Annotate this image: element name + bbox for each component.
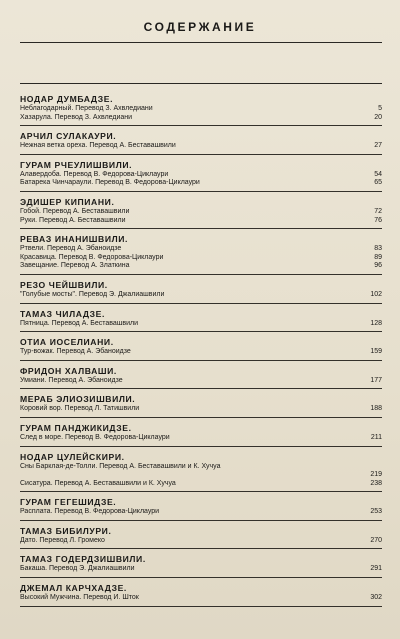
toc-entry bbox=[20, 377, 382, 386]
entry-title: Коровий вор. Перевод Л. Татишвили bbox=[20, 405, 140, 413]
entry-page-number: 159 bbox=[370, 348, 382, 356]
author-heading: ТАМАЗ ГОДЕРДЗИШВИЛИ. bbox=[20, 554, 146, 565]
entry-page-number: 253 bbox=[370, 508, 382, 516]
page-title: СОДЕРЖАНИЕ bbox=[143, 20, 257, 34]
entry-title: Батарека Чинчараули. Перевод В. Федорова-Циклаури bbox=[20, 179, 200, 187]
author-heading: РЕЗО ЧЕЙШВИЛИ. bbox=[20, 279, 108, 290]
toc-entry bbox=[20, 262, 382, 271]
section-divider bbox=[20, 417, 382, 418]
toc-entry bbox=[20, 565, 382, 574]
toc-entry bbox=[20, 508, 382, 517]
toc-list bbox=[20, 92, 382, 610]
entry-title: Тур-вожак. Перевод А. Эбаноидзе bbox=[20, 348, 131, 356]
entry-page-number: 27 bbox=[374, 142, 382, 150]
entry-title: Нежная ветка ореха. Перевод А. Беставашвили bbox=[20, 142, 176, 150]
toc-entry bbox=[20, 594, 382, 603]
entry-page-number: 270 bbox=[370, 536, 382, 544]
entry-title: Алавердоба. Перевод В. Федорова-Циклаури bbox=[20, 170, 169, 178]
author-heading: ГУРАМ ГЕГЕШИДЗЕ. bbox=[20, 497, 117, 508]
toc-entry bbox=[20, 291, 382, 300]
section-divider bbox=[20, 446, 382, 447]
entry-title: Руки. Перевод А. Беставашвили bbox=[20, 216, 126, 224]
title-rule-top bbox=[20, 42, 382, 43]
entry-page-number: 89 bbox=[374, 253, 382, 261]
entry-title: Умиани. Перевод А. Эбаноидзе bbox=[20, 376, 123, 384]
toc-section bbox=[20, 307, 382, 333]
entry-title: Расплата. Перевод В. Федорова-Циклаури bbox=[20, 508, 160, 516]
author-heading: АРЧИЛ СУЛАКАУРИ. bbox=[20, 131, 117, 142]
section-divider bbox=[20, 520, 382, 521]
toc-section bbox=[20, 92, 382, 126]
toc-section bbox=[20, 581, 382, 607]
section-divider bbox=[20, 125, 382, 126]
toc-entry bbox=[20, 405, 382, 414]
section-divider bbox=[20, 548, 382, 549]
author-heading: ДЖЕМАЛ КАРЧХАДЗЕ. bbox=[20, 583, 127, 594]
author-heading: ТАМАЗ БИБИЛУРИ. bbox=[20, 525, 112, 536]
entry-title: Дато. Перевод Л. Громеко bbox=[20, 536, 105, 544]
section-divider bbox=[20, 303, 382, 304]
entry-title: Бакаша. Перевод Э. Джалиашвили bbox=[20, 565, 135, 573]
toc-entry bbox=[20, 208, 382, 217]
section-divider bbox=[20, 274, 382, 275]
author-heading: ГУРАМ ПАНДЖИКИДЗЕ. bbox=[20, 422, 132, 433]
toc-section bbox=[20, 364, 382, 390]
toc-section bbox=[20, 278, 382, 304]
section-divider bbox=[20, 360, 382, 361]
entry-page-number: 5 bbox=[378, 105, 382, 112]
entry-page-number: 219 bbox=[370, 471, 382, 479]
author-heading: НОДАР ДУМБАДЗЕ. bbox=[20, 94, 114, 104]
author-heading: ЭДИШЕР КИПИАНИ. bbox=[20, 196, 115, 207]
entry-page-number: 76 bbox=[374, 216, 382, 224]
entry-title: Высокий Мужчина. Перевод И. Шток bbox=[20, 594, 139, 602]
section-divider bbox=[20, 491, 382, 492]
toc-entry bbox=[20, 105, 382, 114]
entry-page-number: 96 bbox=[374, 262, 382, 270]
toc-entry bbox=[20, 254, 382, 263]
section-divider bbox=[20, 577, 382, 578]
entry-page-number: 211 bbox=[370, 433, 382, 441]
toc-entry bbox=[20, 480, 382, 489]
section-divider bbox=[20, 191, 382, 192]
entry-page-number: 188 bbox=[370, 405, 382, 413]
section-divider bbox=[20, 388, 382, 389]
toc-entry bbox=[20, 245, 382, 254]
toc-entry bbox=[20, 348, 382, 357]
entry-title: Неблагодарный. Перевод З. Ахвледиани bbox=[20, 105, 153, 112]
entry-page-number: 102 bbox=[370, 290, 382, 298]
section-divider bbox=[20, 154, 382, 155]
author-heading: НОДАР ЦУЛЕЙСКИРИ. bbox=[20, 451, 125, 462]
entry-page-number: 54 bbox=[374, 170, 382, 178]
toc-entry bbox=[20, 320, 382, 329]
author-heading: МЕРАБ ЭЛИОЗИШВИЛИ. bbox=[20, 394, 136, 405]
toc-section bbox=[20, 195, 382, 229]
toc-section bbox=[20, 450, 382, 493]
entry-title: След в море. Перевод В. Федорова-Циклаури bbox=[20, 433, 170, 441]
toc-entry bbox=[20, 463, 382, 480]
toc-section bbox=[20, 552, 382, 578]
author-heading: ФРИДОН ХАЛВАШИ. bbox=[20, 365, 117, 376]
toc-section bbox=[20, 392, 382, 418]
toc-section bbox=[20, 158, 382, 192]
toc-section bbox=[20, 335, 382, 361]
author-heading: ТАМАЗ ЧИЛАДЗЕ. bbox=[20, 308, 105, 319]
title-rule-bottom bbox=[20, 83, 382, 84]
entry-title: Завещание. Перевод А. Златкина bbox=[20, 262, 130, 270]
entry-title: Сисатура. Перевод А. Беставашвили и К. Хучуа bbox=[20, 479, 176, 487]
section-divider bbox=[20, 331, 382, 332]
author-heading: ГУРАМ РЧЕУЛИШВИЛИ. bbox=[20, 159, 133, 170]
section-divider bbox=[20, 606, 382, 607]
author-heading: ОТИА ИОСЕЛИАНИ. bbox=[20, 337, 114, 348]
section-divider bbox=[20, 228, 382, 229]
entry-page-number: 20 bbox=[374, 113, 382, 121]
entry-title: Сны Барклая-де-Толли. Перевод А. Беставашвили и К. Хучуа bbox=[20, 462, 221, 470]
entry-title: Хазарула. Перевод З. Ахвледиани bbox=[20, 113, 133, 121]
toc-section bbox=[20, 495, 382, 521]
entry-title: "Голубые мосты". Перевод Э. Джалиашвили bbox=[20, 290, 165, 298]
author-heading: РЕВАЗ ИНАНИШВИЛИ. bbox=[20, 234, 129, 245]
toc-section bbox=[20, 421, 382, 447]
entry-page-number: 177 bbox=[370, 376, 382, 384]
toc-entry bbox=[20, 179, 382, 188]
toc-entry bbox=[20, 171, 382, 180]
toc-section bbox=[20, 232, 382, 275]
toc-entry bbox=[20, 142, 382, 151]
toc-section bbox=[20, 129, 382, 155]
entry-page-number: 72 bbox=[374, 207, 382, 215]
entry-title: Красавица. Перевод В. Федорова-Циклаури bbox=[20, 253, 164, 261]
entry-title: Пятница. Перевод А. Беставашвили bbox=[20, 319, 139, 327]
entry-page-number: 128 bbox=[370, 319, 382, 327]
entry-page-number: 83 bbox=[374, 245, 382, 253]
toc-entry bbox=[20, 114, 382, 123]
entry-page-number: 302 bbox=[370, 594, 382, 602]
toc-entry bbox=[20, 537, 382, 546]
toc-entry bbox=[20, 434, 382, 443]
entry-title: Ртвели. Перевод А. Эбаноидзе bbox=[20, 245, 122, 253]
entry-page-number: 238 bbox=[370, 479, 382, 487]
entry-title: Гобой. Перевод А. Беставашвили bbox=[20, 207, 130, 215]
toc-section bbox=[20, 524, 382, 550]
entry-page-number: 291 bbox=[370, 565, 382, 573]
toc-entry bbox=[20, 217, 382, 226]
entry-page-number: 65 bbox=[374, 179, 382, 187]
